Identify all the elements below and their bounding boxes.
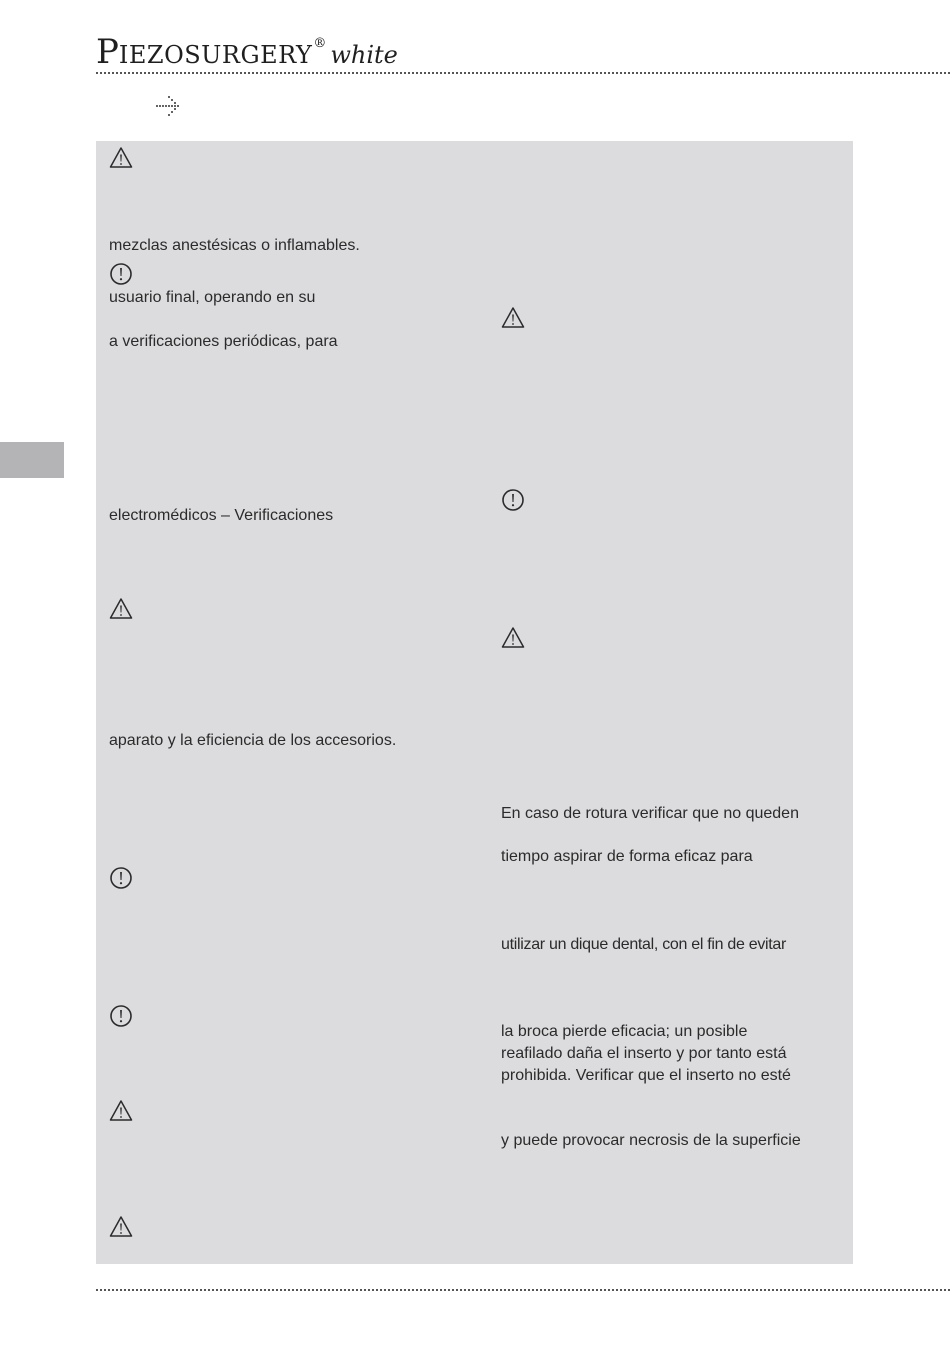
brand-logo: [96, 32, 398, 72]
right-text-line: tiempo aspirar de forma eficaz para: [501, 848, 753, 865]
warning-triangle-icon: [109, 146, 133, 170]
brand-suffix: white: [330, 41, 398, 69]
left-text-line: electromédicos – Verificaciones: [109, 507, 334, 524]
exclamation-circle-icon: [109, 866, 133, 890]
right-text-line: prohibida. Verificar que el inserto no esté: [501, 1067, 791, 1084]
brand-registered-mark: ®: [313, 36, 327, 51]
exclamation-circle-icon: [109, 1004, 133, 1028]
right-text-line: utilizar un dique dental, con el fin de evitar: [501, 936, 787, 953]
right-text-line: y puede provocar necrosis de la superficie: [501, 1132, 801, 1149]
header-divider: [96, 72, 950, 74]
left-text-line: a verificaciones periódicas, para: [109, 333, 338, 350]
dotted-arrow-icon: [155, 94, 183, 118]
brand-cap: P: [96, 32, 119, 72]
left-text-line: aparato y la eficiencia de los accesorios.: [109, 732, 397, 749]
warning-triangle-icon: [109, 1099, 133, 1123]
left-text-line: usuario final, operando en su: [109, 289, 316, 306]
section-tab: [0, 442, 64, 478]
exclamation-circle-icon: [109, 262, 133, 286]
brand-name: IEZOSURGERY: [118, 41, 313, 69]
right-text-line: En caso de rotura verificar que no queden: [501, 805, 799, 822]
warning-triangle-icon: [109, 1215, 133, 1239]
warning-triangle-icon: [109, 597, 133, 621]
content-panel: [96, 141, 853, 1264]
warning-triangle-icon: [501, 306, 525, 330]
right-text-line: reafilado daña el inserto y por tanto está: [501, 1045, 787, 1062]
exclamation-circle-icon: [501, 488, 525, 512]
warning-triangle-icon: [501, 626, 525, 650]
left-text-line: mezclas anestésicas o inflamables.: [109, 237, 360, 254]
right-text-line: la broca pierde eficacia; un posible: [501, 1023, 748, 1040]
footer-divider: [96, 1289, 950, 1291]
